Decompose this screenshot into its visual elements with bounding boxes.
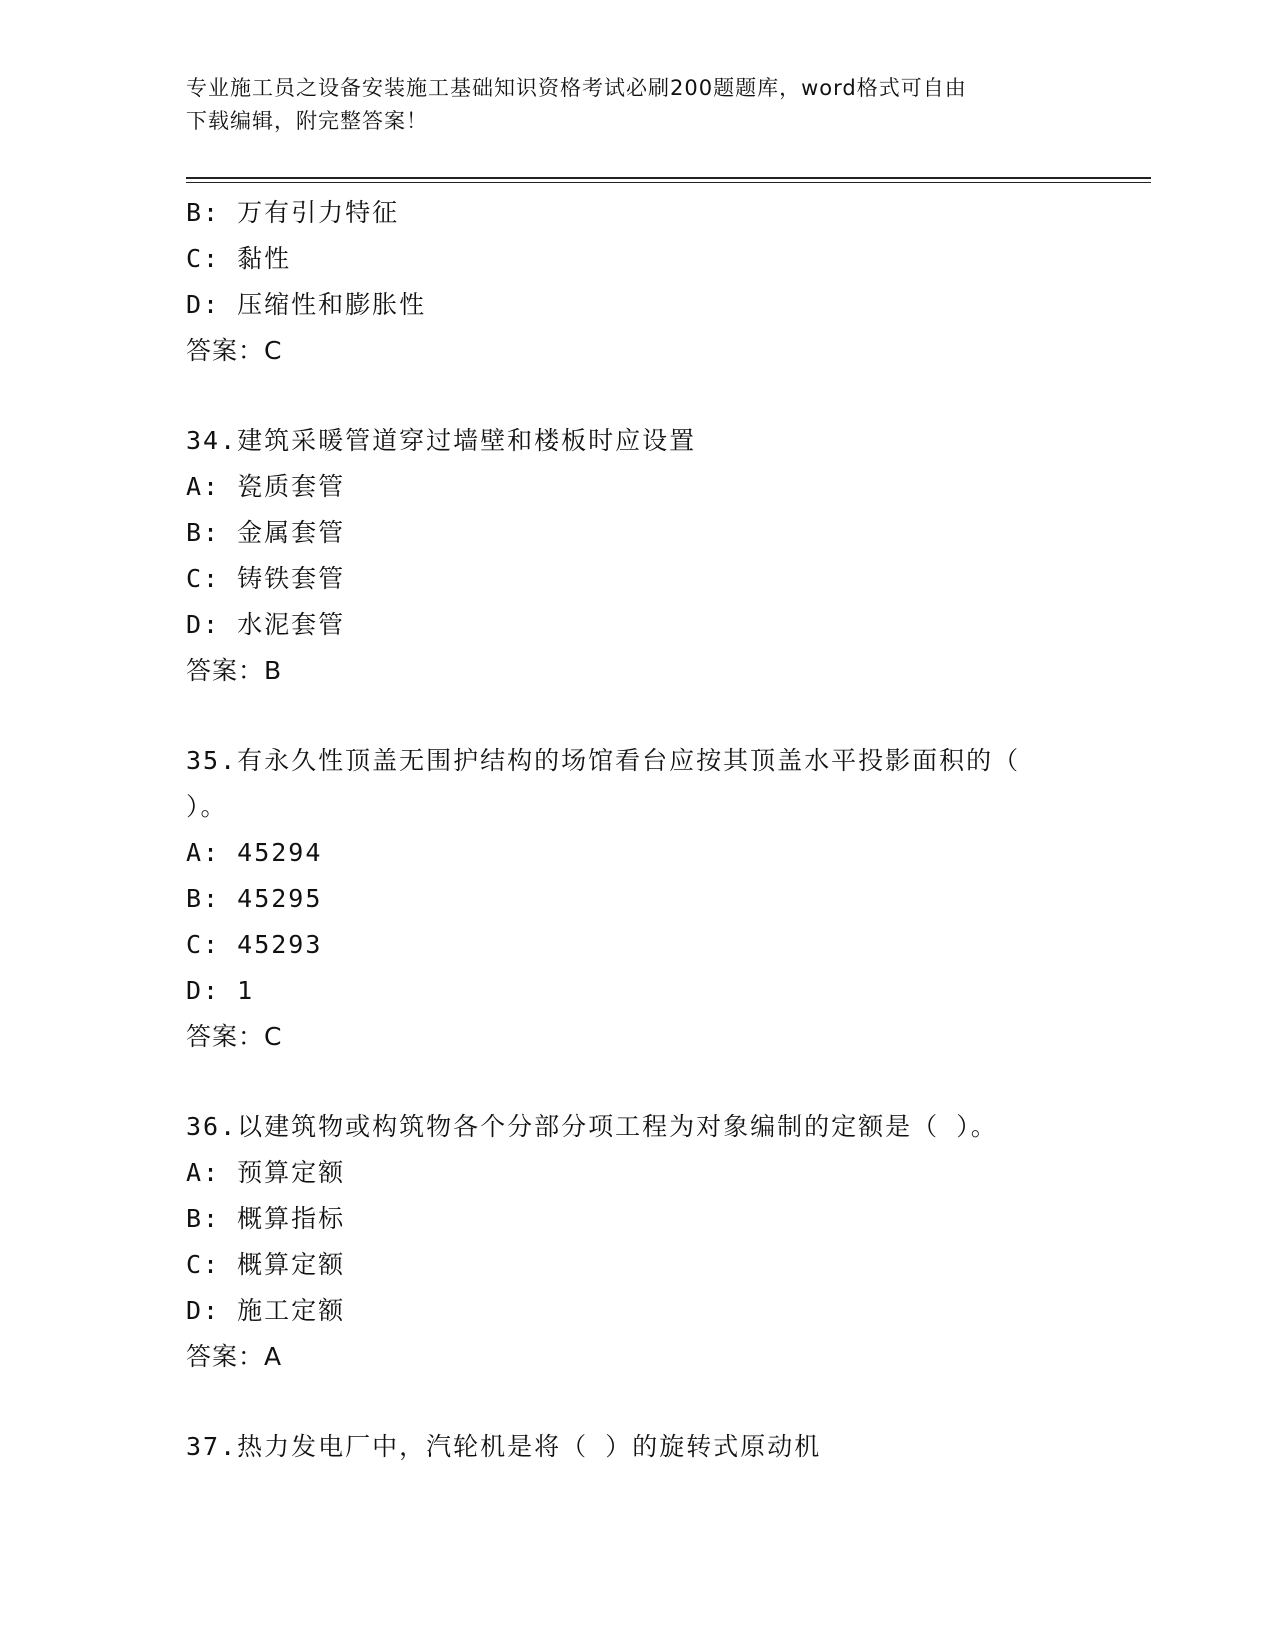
document-header <box>186 72 1086 138</box>
answer-line: 答案：A <box>186 1342 283 1371</box>
option-a: A: 45294 <box>186 838 323 867</box>
option-a: A: 瓷质套管 <box>186 472 346 501</box>
question-34 <box>186 418 1086 694</box>
option-b: B: 概算指标 <box>186 1204 346 1233</box>
option-c: C: 黏性 <box>186 244 292 273</box>
question-35 <box>186 738 1086 1060</box>
header-line-1: 专业施工员之设备安装施工基础知识资格考试必刷200题题库，word格式可自由 <box>186 76 967 100</box>
question-stem: 35.有永久性顶盖无围护结构的场馆看台应按其顶盖水平投影面积的（ <box>186 746 1021 775</box>
option-c: C: 45293 <box>186 930 323 959</box>
option-d: D: 1 <box>186 976 255 1005</box>
option-d: D: 水泥套管 <box>186 610 346 639</box>
header-line-2: 下载编辑，附完整答案！ <box>186 109 428 133</box>
question-stem-continued: ）。 <box>186 792 228 821</box>
question-33-continued <box>186 190 1086 374</box>
question-37 <box>186 1424 1086 1470</box>
option-d: D: 压缩性和膨胀性 <box>186 290 427 319</box>
question-list <box>186 190 1086 1470</box>
option-d: D: 施工定额 <box>186 1296 346 1325</box>
header-divider-thin <box>186 182 1151 183</box>
answer-line: 答案：C <box>186 1022 283 1051</box>
question-stem: 34.建筑采暖管道穿过墙壁和楼板时应设置 <box>186 426 697 455</box>
option-b: B: 金属套管 <box>186 518 346 547</box>
answer-line: 答案：B <box>186 656 283 685</box>
answer-line: 答案：C <box>186 336 283 365</box>
option-a: A: 预算定额 <box>186 1158 346 1187</box>
option-b: B: 45295 <box>186 884 323 913</box>
question-stem: 36.以建筑物或构筑物各个分部分项工程为对象编制的定额是（ ）。 <box>186 1112 998 1141</box>
question-36 <box>186 1104 1086 1380</box>
option-b: B: 万有引力特征 <box>186 198 400 227</box>
header-divider-thick <box>186 177 1151 179</box>
option-c: C: 概算定额 <box>186 1250 346 1279</box>
question-stem: 37.热力发电厂中，汽轮机是将（ ）的旋转式原动机 <box>186 1432 822 1461</box>
option-c: C: 铸铁套管 <box>186 564 346 593</box>
